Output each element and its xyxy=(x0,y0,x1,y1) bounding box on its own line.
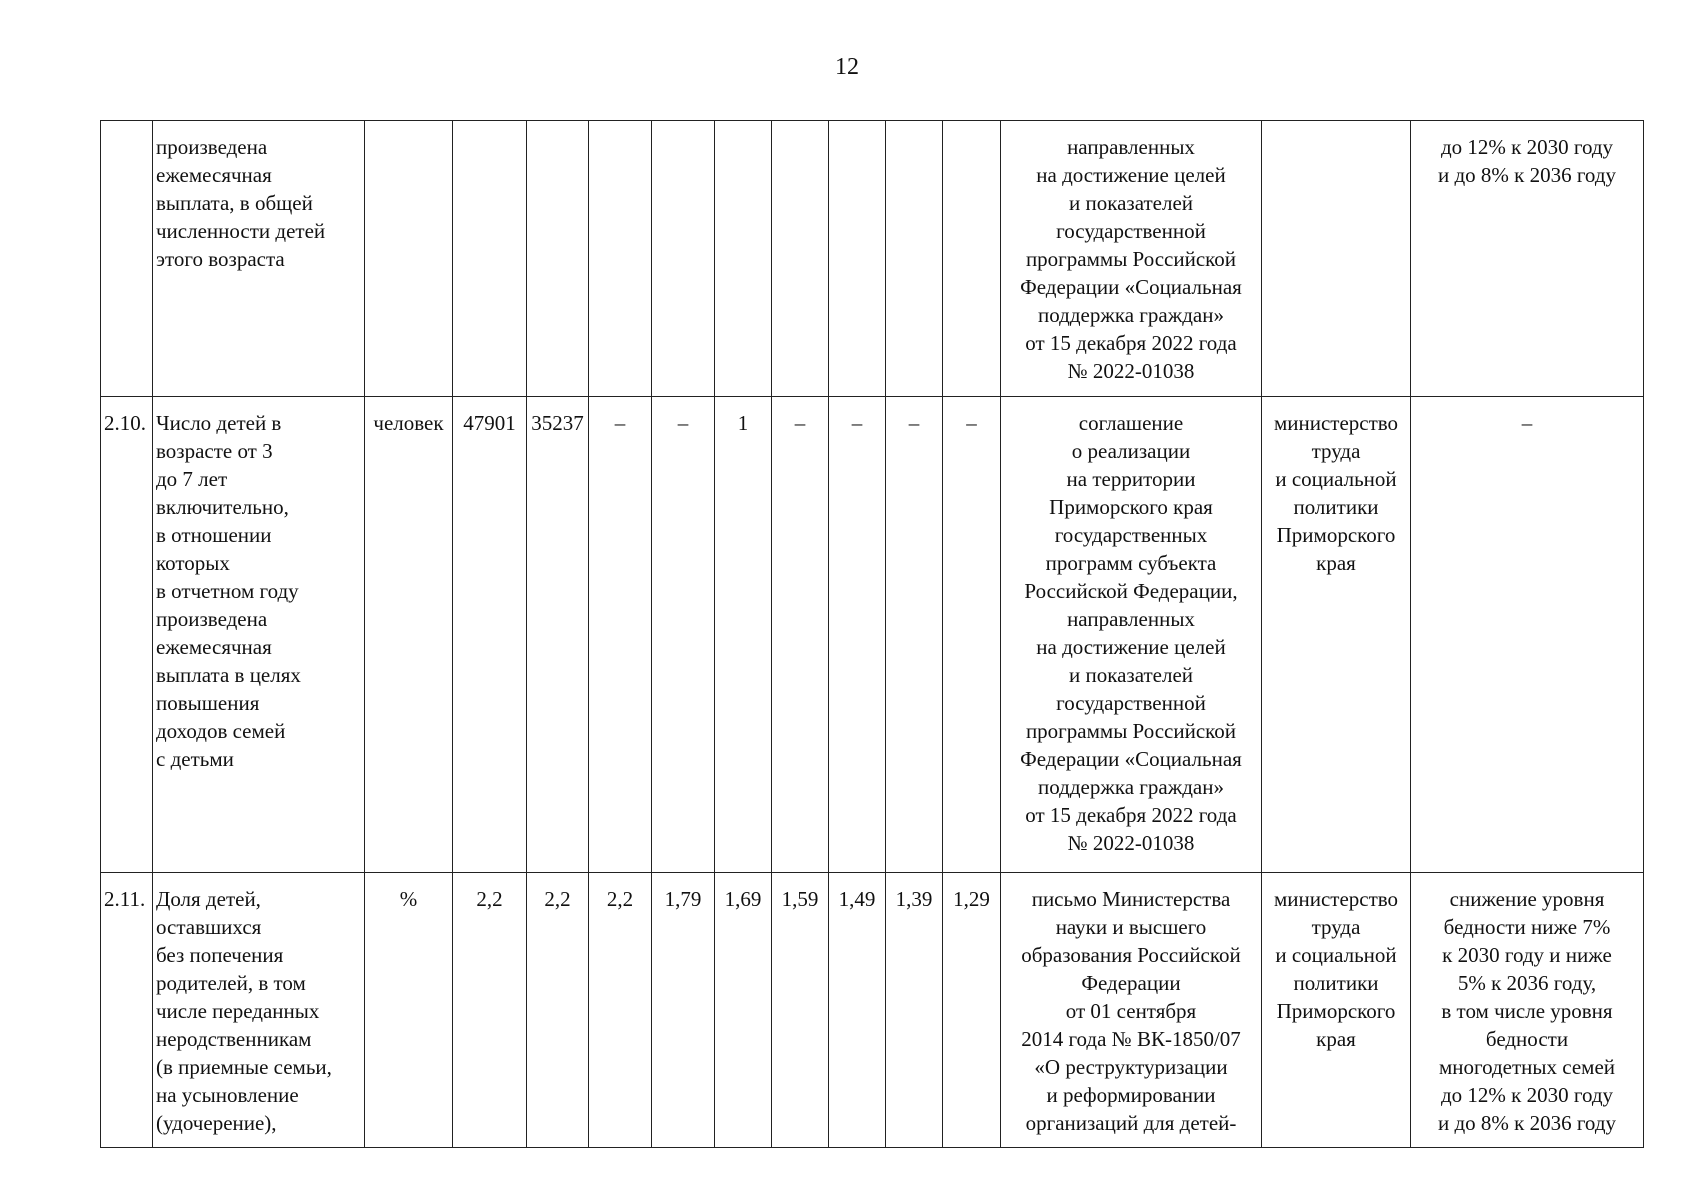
value-cell: – xyxy=(589,397,652,873)
page-number: 12 xyxy=(835,54,859,80)
unit-cell: человек xyxy=(365,397,453,873)
responsible-cell: министерство труда и социальной политики Приморского края xyxy=(1262,873,1411,1148)
value-cell: – xyxy=(652,397,715,873)
value-cell: 1,69 xyxy=(715,873,772,1148)
responsible-cell xyxy=(1262,121,1411,397)
indicator-name: Число детей в возрасте от 3 до 7 лет включительно, в отношении которых в отчетном году произведена ежемесячная выплата в целях повышения доходов семей с детьми xyxy=(153,397,365,873)
value-cell xyxy=(652,121,715,397)
value-cell: 2,2 xyxy=(527,873,589,1148)
value-cell xyxy=(943,121,1001,397)
table-row xyxy=(101,397,1644,873)
value-cell xyxy=(772,121,829,397)
row-number xyxy=(101,121,153,397)
value-cell: 1,39 xyxy=(886,873,943,1148)
value-cell: – xyxy=(829,397,886,873)
value-cell xyxy=(886,121,943,397)
link-cell: – xyxy=(1411,397,1644,873)
table-row xyxy=(101,121,1644,397)
value-cell: 35237 xyxy=(527,397,589,873)
row-number: 2.11. xyxy=(101,873,153,1148)
value-cell: 2,2 xyxy=(589,873,652,1148)
table-row xyxy=(101,873,1644,1148)
value-cell: – xyxy=(943,397,1001,873)
row-number: 2.10. xyxy=(101,397,153,873)
value-cell: – xyxy=(772,397,829,873)
document-cell: соглашение о реализации на территории Приморского края государственных программ субъекта Российской Федерации, направленных на достижение целей и показателей государственной программы Российской Федерации «Социальная поддержка граждан» от 15 декабря 2022 года № 2022-01038 xyxy=(1001,397,1262,873)
document-cell: письмо Министерства науки и высшего образования Российской Федерации от 01 сентября 2014 года № ВК-1850/07 «О реструктуризации и реформировании организаций для детей- xyxy=(1001,873,1262,1148)
value-cell: 1,49 xyxy=(829,873,886,1148)
responsible-cell: министерство труда и социальной политики Приморского края xyxy=(1262,397,1411,873)
indicators-table xyxy=(100,120,1644,1148)
value-cell: 47901 xyxy=(453,397,527,873)
unit-cell: % xyxy=(365,873,453,1148)
value-cell xyxy=(453,121,527,397)
value-cell xyxy=(589,121,652,397)
indicator-name: произведена ежемесячная выплата, в общей численности детей этого возраста xyxy=(153,121,365,397)
value-cell xyxy=(715,121,772,397)
value-cell: 1,79 xyxy=(652,873,715,1148)
value-cell: 1,29 xyxy=(943,873,1001,1148)
document-cell: направленных на достижение целей и показателей государственной программы Российской Федерации «Социальная поддержка граждан» от 15 декабря 2022 года № 2022-01038 xyxy=(1001,121,1262,397)
value-cell: 2,2 xyxy=(453,873,527,1148)
indicator-name: Доля детей, оставшихся без попечения родителей, в том числе переданных неродственникам (в приемные семьи, на усыновление (удочерение), xyxy=(153,873,365,1148)
link-cell: снижение уровня бедности ниже 7% к 2030 году и ниже 5% к 2036 году, в том числе уровня бедности многодетных семей до 12% к 2030 году и до 8% к 2036 году xyxy=(1411,873,1644,1148)
value-cell: 1,59 xyxy=(772,873,829,1148)
value-cell: – xyxy=(886,397,943,873)
link-cell: до 12% к 2030 году и до 8% к 2036 году xyxy=(1411,121,1644,397)
unit-cell xyxy=(365,121,453,397)
value-cell xyxy=(527,121,589,397)
value-cell xyxy=(829,121,886,397)
value-cell: 1 xyxy=(715,397,772,873)
